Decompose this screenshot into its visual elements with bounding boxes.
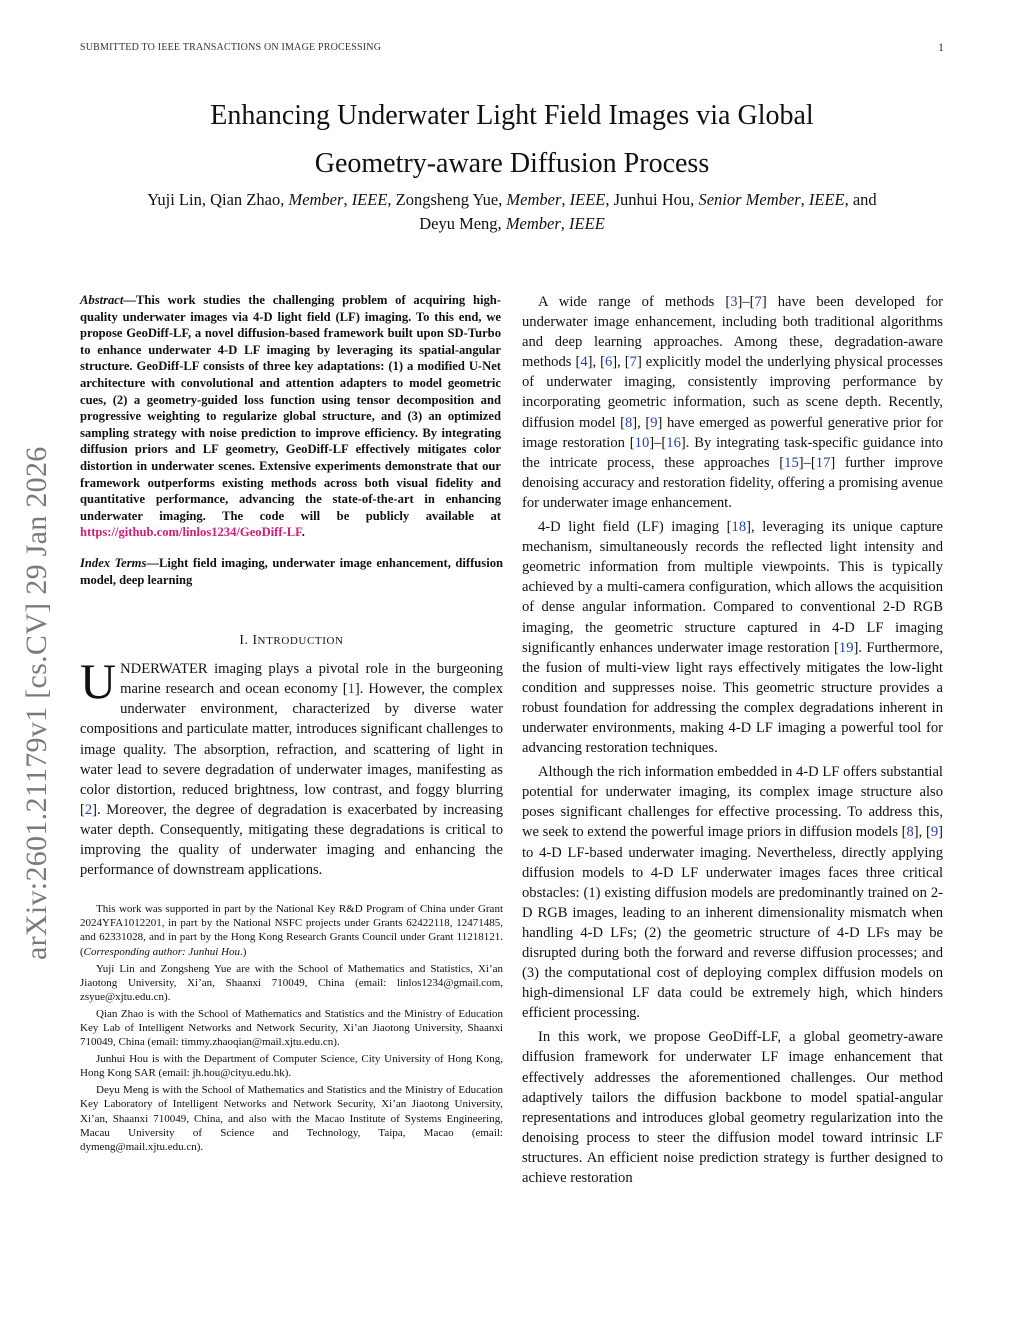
footnote-text: .) <box>240 945 247 958</box>
code-link[interactable]: https://github.com/linlos1234/GeoDiff-LF <box>80 525 302 540</box>
citation-link[interactable]: 4 <box>580 354 588 371</box>
index-terms <box>80 555 503 588</box>
body-paragraph-1 <box>522 292 943 513</box>
body-text: ] further improve denoising accuracy and restoration fidelity, offering a promising avenue for underwater image enhancement. <box>522 454 943 511</box>
body-text: ]. Furthermore, the fusion of multi-view light rays effectively mitigates the low-light condition and suppresses noise. This geometric structure provides a robust foundation for addressing the complex degradations inherent in underwater environments, making 4-D LF imaging a powerful tool for advancing restoration techniques. <box>522 639 943 757</box>
index-terms-label: Index Terms <box>80 555 147 570</box>
footnote-affiliation-4: Deyu Meng is with the School of Mathematics and Statistics and the Ministry of Education Key Laboratory of Intelligent Networks and Network Security, Xi’an Jiaotong University, Xi’an, Shaanxi 710049, China, and also with the Macao Institute of Systems Engineering, Macau University of Science and Technology, Taipa, Macao (email: dymeng@mail.xjtu.edu.cn). <box>80 1084 503 1153</box>
paper-title <box>100 92 924 188</box>
body-text: ], [ <box>612 354 630 371</box>
abstract-label: Abstract <box>80 293 124 307</box>
member-grade: Senior Member <box>698 190 801 209</box>
index-terms-text: —Light field imaging, underwater image enhancement, diffusion model, deep learning <box>80 555 503 587</box>
intro-text: NDERWATER imaging plays a pivotal role in the burgeoning marine research and ocean economy [ <box>120 661 503 698</box>
body-text: Although the rich information embedded in 4-D LF offers substantial potential for underwater imaging, its complex image structure also poses significant challenges for effective processing. To address this, we seek to extend the powerful image priors in diffusion models [ <box>522 764 943 841</box>
author-names: Yuji Lin, Qian Zhao, <box>147 190 289 209</box>
drop-cap: U <box>80 653 117 710</box>
abstract-text: —This work studies the challenging problem of acquiring high-quality underwater images via 4-D light field (LF) imaging. To this end, we propose GeoDiff-LF, a novel diffusion-based framework built upon SD-Turbo to enhance underwater 4-D LF imaging by leveraging its spatial-angular structure. GeoDiff-LF consists of three key adaptations: (1) a modified U-Net architecture with convolutional and attention adapters to model geometric cues, (2) a geometry-guided loss function using tensor decomposition and progressive weighting to regularize global structure, and (3) an optimized sampling strategy with noise prediction to improve efficiency. By integrating diffusion priors and LF geometry, GeoDiff-LF effectively mitigates color distortion in underwater scenes. Extensive experiments demonstrate that our framework outperforms existing methods across both visual fidelity and quantitative performance, advancing the state-of-the-art in enhancing underwater imaging. The code will be publicly available at <box>80 293 501 523</box>
citation-link[interactable]: 1 <box>347 681 355 698</box>
body-text: ] explicitly model the underlying physical processes of underwater imaging, consistently improving performance by incorporating geometric information, such as scene depth. Recently, diffusion model [ <box>522 354 943 431</box>
section-title-rest: NTRODUCTION <box>257 635 344 648</box>
separator: , <box>800 190 809 209</box>
author-names: , Zongsheng Yue, <box>387 190 507 209</box>
section-number: I. <box>239 632 253 648</box>
separator: , <box>343 190 352 209</box>
body-text: ]–[ <box>649 434 667 451</box>
citation-link[interactable]: 18 <box>731 519 747 536</box>
body-paragraph-2 <box>522 517 943 758</box>
citation-link[interactable]: 7 <box>754 294 762 310</box>
body-paragraph-3 <box>522 762 943 1023</box>
footnotes <box>80 902 503 1154</box>
running-head: SUBMITTED TO IEEE TRANSACTIONS ON IMAGE PROCESSING <box>80 42 382 53</box>
title-line-1: Enhancing Underwater Light Field Images via Global <box>210 100 814 131</box>
author-line-1 <box>90 188 934 212</box>
footnote-affiliation-3: Junhui Hou is with the Department of Computer Science, City University of Hong Kong, Hong Kong SAR (email: jh.hou@cityu.edu.hk). <box>80 1053 503 1080</box>
left-column <box>80 292 503 1154</box>
member-grade: Member <box>505 214 561 233</box>
arxiv-stamp: arXiv:2601.21179v1 [cs.CV] 29 Jan 2026 <box>20 446 53 960</box>
author-names: Deyu Meng, <box>419 214 506 233</box>
body-text: ] have been developed for underwater image enhancement, including both traditional algorithms and deep learning approaches. Among these, degradation-aware methods [ <box>522 294 943 371</box>
separator: , <box>560 214 570 233</box>
body-text: ], leveraging its unique capture mechanism, simultaneously records the reflected light intensity and geometric information from multiple viewpoints. This is typically achieved by a multi-camera configuration, which allows the acquisition of dense angular information. Compared to conventional 2-D RGB imaging, the geometric structure captured in 4-D LF imaging significantly enhances underwater image restoration [ <box>522 519 943 656</box>
author-list <box>90 188 934 236</box>
body-text: ]. By integrating task-specific guidance into the intricate process, these approaches [ <box>522 434 943 471</box>
citation-link[interactable]: 8 <box>906 824 914 841</box>
body-text: ]–[ <box>737 294 755 310</box>
citation-link[interactable]: 9 <box>650 414 658 431</box>
citation-link[interactable]: 19 <box>838 639 854 656</box>
footnote-funding <box>80 902 503 958</box>
member-grade: Member <box>506 190 562 209</box>
citation-link[interactable]: 16 <box>666 434 681 451</box>
body-text: ], [ <box>632 414 651 431</box>
author-line-2 <box>90 212 934 236</box>
body-text: ]–[ <box>798 454 816 471</box>
citation-link[interactable]: 8 <box>624 414 633 431</box>
society: IEEE <box>569 214 605 233</box>
body-text: 4-D light field (LF) imaging [ <box>538 519 732 536</box>
corresponding-author: Corresponding author: Junhui Hou <box>83 945 241 958</box>
footnote-affiliation-1: Yuji Lin and Zongsheng Yue are with the School of Mathematics and Statistics, Xi’an Jiaotong University, Xi’an, Shaanxi 710049, China (email: linlos1234@gmail.com, zsyue@xjtu.edu.cn). <box>80 962 503 1003</box>
body-paragraph-4: In this work, we propose GeoDiff-LF, a global geometry-aware diffusion framework for underwater LF image enhancement that effectively addresses the aforementioned challenges. Our method adaptively tailors the diffusion backbone to model spatial-angular representations and introduces global geometry regularization into the denoising process to steer the diffusion model toward intrinsic LF structures. An efficient noise prediction strategy is further designed to achieve restoration <box>522 1029 943 1187</box>
footnote-text: This work was supported in part by the National Key R&D Program of China under Grant 2024YFA1012201, in part by the National NSFC projects under Grants 62422118, 12471485, and 62331028, and in part by the Hong Kong Research Grants Council under Grant 11218121. ( <box>80 903 503 958</box>
footnote-affiliation-2: Qian Zhao is with the School of Mathematics and Statistics and the Ministry of Education Key Lab of Intelligent Networks and Network Security, Xi’an Jiaotong University, Shaanxi 710049, China (email: timmy.zhaoqian@mail.xjtu.edu.cn). <box>80 1007 503 1049</box>
abstract-end: . <box>301 525 305 540</box>
author-names: , Junhui Hou, <box>605 190 699 209</box>
page-number: 1 <box>938 40 944 54</box>
section-heading-introduction <box>80 630 503 651</box>
body-text: A wide range of methods [ <box>538 294 731 310</box>
citation-link[interactable]: 17 <box>815 454 831 471</box>
separator: , <box>561 190 570 209</box>
citation-link[interactable]: 6 <box>604 354 613 371</box>
body-text: ], [ <box>587 354 605 371</box>
society: IEEE <box>351 190 388 209</box>
citation-link[interactable]: 10 <box>634 434 650 451</box>
body-text: ] to 4-D LF-based underwater imaging. Nevertheless, directly applying diffusion models to 4-D LF underwater images faces three critical obstacles: (1) existing diffusion models are predominantly trained on 2-D RGB images, leading to an inherent dimensionality mismatch when handling 4-D LFs; (2) the geometric structure of 4-D LFs may be disrupted during both the forward and reverse diffusion processes; and (3) the computational cost of deploying complex diffusion models on high-dimensional LF data could be extremely high, which hinders efficient processing. <box>522 824 943 1022</box>
citation-link[interactable]: 7 <box>629 354 637 371</box>
society: IEEE <box>569 190 606 209</box>
intro-text: ]. However, the complex underwater environment, characterized by diverse water compositions and particulate matter, introduces significant challenges to image quality. The absorption, refraction, and scattering of light in water lead to severe degradation of underwater images, manifesting as color distortion, reduced brightness, low contrast, and foggy blurring [ <box>80 681 503 818</box>
citation-link[interactable]: 9 <box>930 824 939 841</box>
section-initial: I <box>252 632 258 648</box>
intro-text: ]. Moreover, the degree of degradation is exacerbated by increasing water depth. Consequently, mitigating these degradations is critical to improving the quality of underwater imaging and enhancing the performance of downstream applications. <box>80 801 503 879</box>
citation-link[interactable]: 15 <box>784 454 799 471</box>
body-text: ], [ <box>913 824 931 841</box>
author-names: , and <box>844 190 877 209</box>
member-grade: Member <box>288 190 344 209</box>
right-column <box>522 292 943 1188</box>
body-text: ] have emerged as powerful generative prior for image restoration [ <box>522 414 943 451</box>
intro-paragraph <box>80 653 503 880</box>
citation-link[interactable]: 3 <box>730 294 738 310</box>
title-line-2: Geometry-aware Diffusion Process <box>314 148 710 179</box>
society: IEEE <box>808 190 845 209</box>
abstract <box>80 292 503 541</box>
citation-link[interactable]: 2 <box>84 801 93 818</box>
